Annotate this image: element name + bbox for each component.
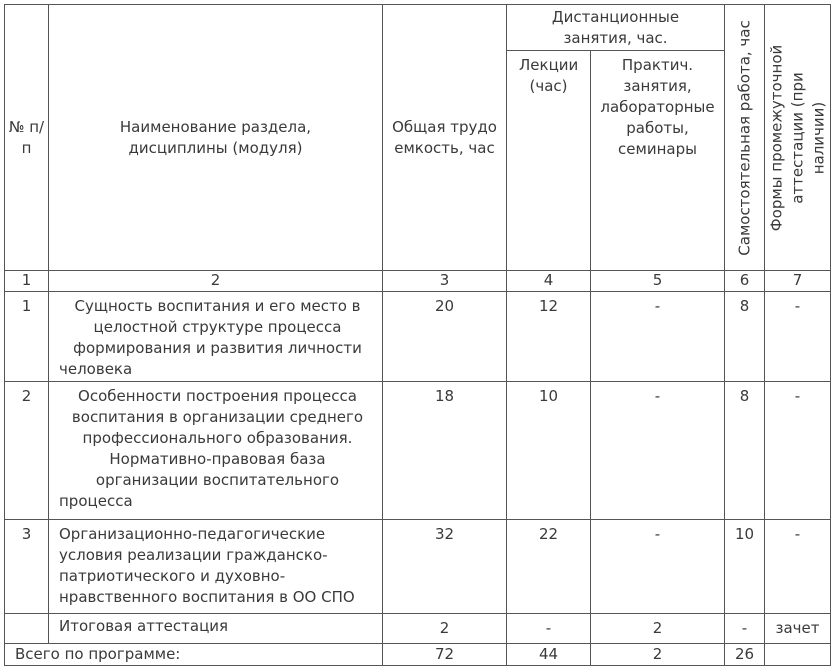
header-total: Общая трудоемкость, час [383, 5, 507, 271]
row-total: 2 [383, 614, 507, 644]
row-forms: - [765, 292, 831, 382]
col-number-3: 3 [383, 271, 507, 292]
total-row [5, 644, 831, 666]
row-forms: - [765, 382, 831, 520]
table-row [5, 292, 831, 382]
col-number-4: 4 [507, 271, 591, 292]
row-forms: зачет [765, 614, 831, 644]
row-total: 18 [383, 382, 507, 520]
row-total: 20 [383, 292, 507, 382]
row-num [5, 614, 49, 644]
header-num: № п/п [5, 5, 49, 271]
col-number-1: 1 [5, 271, 49, 292]
row-selfwork: 8 [725, 382, 765, 520]
row-name: Итоговая аттестация [49, 614, 383, 644]
header-name: Наименование раздела, дисциплины (модуля) [49, 5, 383, 271]
col-number-5: 5 [591, 271, 725, 292]
header-distance: Дистанционные занятия, час. [507, 5, 725, 51]
row-num: 3 [5, 520, 49, 614]
col-number-6: 6 [725, 271, 765, 292]
total-label: Всего по программе: [5, 644, 383, 666]
header-selfwork-text: Самостоятельная работа, час [735, 19, 753, 256]
column-numbers-row [5, 271, 831, 292]
row-practice: - [591, 520, 725, 614]
row-lectures: 10 [507, 382, 591, 520]
row-practice: - [591, 382, 725, 520]
table-row [5, 382, 831, 520]
total-selfwork: 26 [725, 644, 765, 666]
row-selfwork: - [725, 614, 765, 644]
header-forms-text: Формы промежуточной аттестации (при наличии) [767, 44, 827, 231]
row-lectures: 22 [507, 520, 591, 614]
row-lectures: - [507, 614, 591, 644]
row-total: 32 [383, 520, 507, 614]
header-lectures: Лекции (час) [507, 51, 591, 271]
header-forms [765, 5, 831, 271]
total-lectures: 44 [507, 644, 591, 666]
total-total: 72 [383, 644, 507, 666]
row-name: Особенности построения процесса воспитания в организации среднего профессионального образования. Нормативно-правовая база организации воспитательного процесса [49, 382, 383, 520]
row-selfwork: 10 [725, 520, 765, 614]
row-name: Сущность воспитания и его место в целостной структуре процесса формирования и развития личности человека [49, 292, 383, 382]
header-practice: Практич. занятия, лабораторные работы, семинары [591, 51, 725, 271]
curriculum-table [4, 4, 831, 666]
row-lectures: 12 [507, 292, 591, 382]
row-forms: - [765, 520, 831, 614]
col-number-2: 2 [49, 271, 383, 292]
row-num: 1 [5, 292, 49, 382]
row-name: Организационно-педагогические условия реализации гражданско-патриотического и духовно-нравственного воспитания в ОО СПО [49, 520, 383, 614]
table-row [5, 520, 831, 614]
total-forms [765, 644, 831, 666]
header-selfwork [725, 5, 765, 271]
total-practice: 2 [591, 644, 725, 666]
table-row [5, 614, 831, 644]
col-number-7: 7 [765, 271, 831, 292]
row-selfwork: 8 [725, 292, 765, 382]
row-num: 2 [5, 382, 49, 520]
row-practice: - [591, 292, 725, 382]
row-practice: 2 [591, 614, 725, 644]
